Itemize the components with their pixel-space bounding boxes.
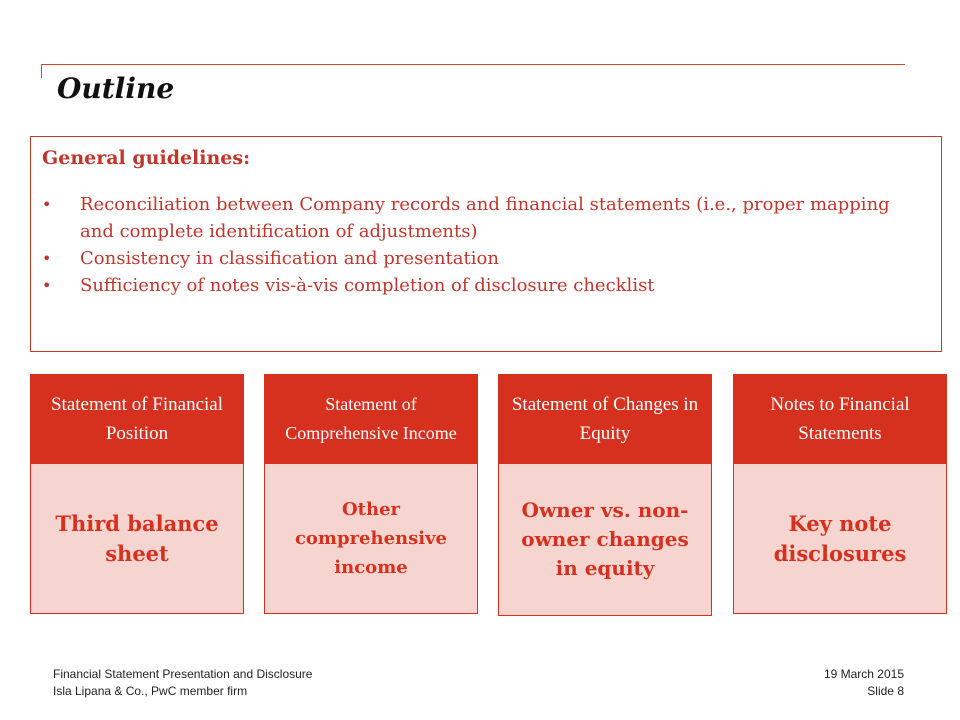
card-body: Owner vs. non-owner changes in equity [498, 464, 712, 616]
card-changes-in-equity [498, 374, 712, 616]
list-item-text: Consistency in classification and presentation [80, 248, 499, 269]
card-financial-position [30, 374, 244, 614]
slide-title: Outline [57, 72, 175, 105]
card-body: Key note disclosures [733, 464, 947, 614]
footer-firm: Isla Lipana & Co., PwC member firm [53, 684, 248, 698]
header-rule [41, 64, 905, 65]
list-item-text: Reconciliation between Company records and financial statements (i.e., proper mapping and complete identification of adjustments) [80, 194, 890, 242]
list-item [42, 245, 929, 272]
card-notes [733, 374, 947, 614]
card-body: Other comprehensive income [264, 464, 478, 614]
card-header: Statement of Changes in Equity [498, 374, 712, 464]
footer-presentation-title: Financial Statement Presentation and Disclosure [53, 667, 313, 681]
bullet-icon: • [42, 276, 52, 295]
card-header: Statement of Financial Position [30, 374, 244, 464]
bullet-icon: • [42, 249, 52, 268]
card-header: Notes to Financial Statements [733, 374, 947, 464]
footer-slide-number: Slide 8 [867, 684, 904, 698]
footer-date: 19 March 2015 [823, 667, 904, 681]
guidelines-list [42, 191, 929, 299]
list-item [42, 191, 929, 245]
guidelines-box [30, 136, 942, 352]
card-body: Third balance sheet [30, 464, 244, 614]
bullet-icon: • [42, 195, 52, 214]
card-comprehensive-income [264, 374, 478, 614]
card-header: Statement of Comprehensive Income [264, 374, 478, 464]
footer-left [53, 666, 312, 700]
list-item-text: Sufficiency of notes vis-à-vis completion of disclosure checklist [80, 275, 655, 296]
list-item [42, 272, 929, 299]
footer-right [824, 666, 904, 700]
header-corner [41, 64, 42, 78]
guidelines-heading: General guidelines: [42, 147, 251, 169]
